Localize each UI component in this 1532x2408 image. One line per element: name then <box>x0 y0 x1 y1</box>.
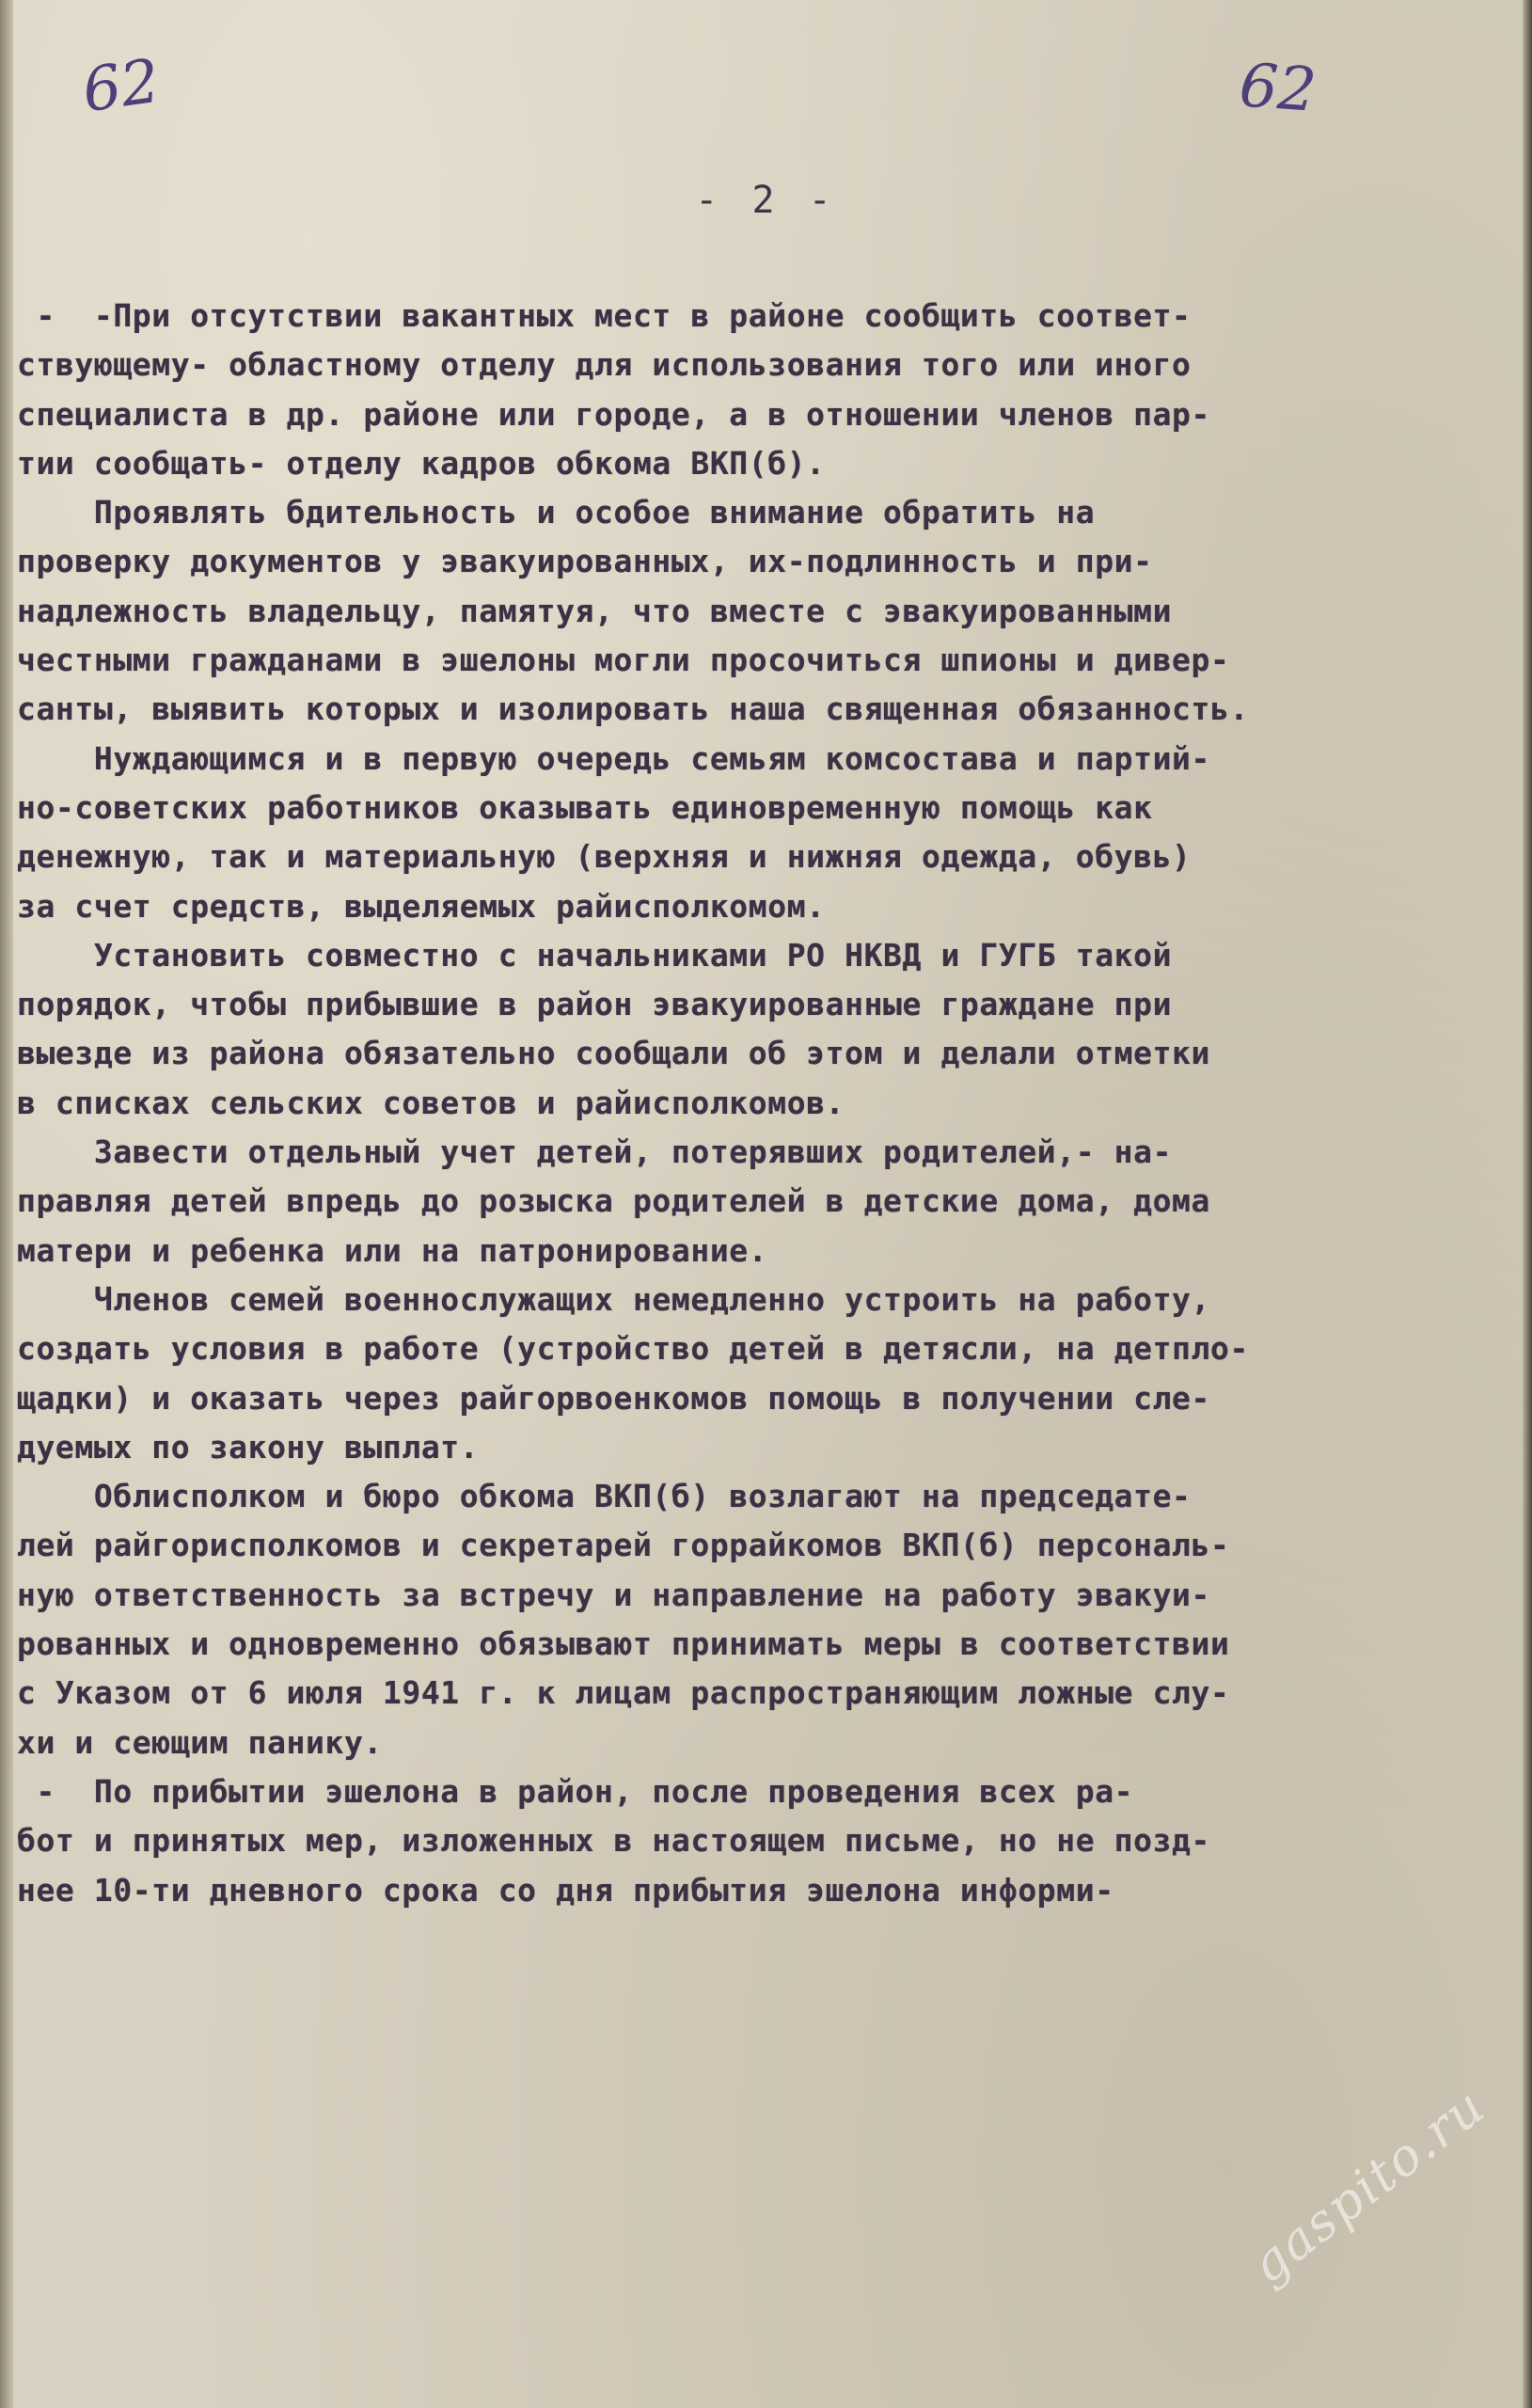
text-line: санты, выявить которых и изолировать наша священная обязанность. <box>17 690 1249 728</box>
text-line: - -При отсутствии вакантных мест в районе сообщить соответ- <box>17 297 1192 334</box>
text-line: щадки) и оказать через райгорвоенкомов помощь в получении сле- <box>17 1379 1210 1417</box>
page-number: - 2 - <box>695 179 837 222</box>
text-line: Членов семей военнослужащих немедленно устроить на работу, <box>17 1280 1210 1318</box>
text-line: в списках сельских советов и райисполкомов. <box>17 1084 845 1121</box>
text-line: Завести отдельный учет детей, потерявших родителей,- на- <box>17 1133 1173 1171</box>
text-line: Проявлять бдительность и особое внимание обратить на <box>17 494 1096 531</box>
text-line: бот и принятых мер, изложенных в настоящем письме, но не позд- <box>17 1822 1210 1860</box>
text-line: создать условия в работе (устройство детей в детясли, на детпло- <box>17 1330 1249 1368</box>
text-line: ную ответственность за встречу и направление на работу эвакуи- <box>17 1576 1210 1613</box>
text-line: но-советских работников оказывать единовременную помощь как <box>17 788 1153 826</box>
archive-folio-right: 62 <box>1237 51 1319 126</box>
text-line: Облисполком и бюро обкома ВКП(б) возлагают на председате- <box>17 1478 1192 1515</box>
text-line: матери и ребенка или на патронирование. <box>17 1231 768 1269</box>
text-line: с Указом от 6 июля 1941 г. к лицам распространяющим ложные слу- <box>17 1674 1230 1712</box>
text-line: проверку документов у эвакуированных, их-подлинность и при- <box>17 543 1153 580</box>
text-line: Нуждающимся и в первую очередь семьям комсостава и партий- <box>17 739 1210 777</box>
archive-folio-left: 62 <box>78 46 165 127</box>
text-line: надлежность владельцу, памятуя, что вместе с эвакуированными <box>17 592 1173 629</box>
text-line: рованных и одновременно обязывают принимать меры в соответствии <box>17 1625 1230 1663</box>
text-line: правляя детей впредь до розыска родителей в детские дома, дома <box>17 1182 1210 1220</box>
site-watermark: gaspito.ru <box>1240 2075 1497 2295</box>
text-line: дуемых по закону выплат. <box>17 1428 480 1465</box>
text-line: хи и сеющим панику. <box>17 1723 383 1761</box>
text-line: за счет средств, выделяемых райисполкомом. <box>17 887 826 925</box>
text-line: тии сообщать- отделу кадров обкома ВКП(б). <box>17 444 826 482</box>
text-line: - По прибытии эшелона в район, после проведения всех ра- <box>17 1772 1134 1810</box>
document-body <box>17 292 1446 1915</box>
text-line: Установить совместно с начальниками РО НКВД и ГУГБ такой <box>17 936 1173 974</box>
text-line: нее 10-ти дневного срока со дня прибытия эшелона информи- <box>17 1871 1114 1909</box>
page-right-edge <box>1523 0 1532 2408</box>
text-line: честными гражданами в эшелоны могли просочиться шпионы и дивер- <box>17 642 1230 679</box>
text-line: ствующему- областному отделу для использования того или иного <box>17 346 1192 384</box>
text-line: порядок, чтобы прибывшие в район эвакуированные граждане при <box>17 986 1173 1023</box>
text-line: специалиста в др. районе или городе, а в отношении членов пар- <box>17 395 1210 433</box>
page-left-edge <box>0 0 13 2408</box>
text-line: лей райгорисполкомов и секретарей горрайкомов ВКП(б) персональ- <box>17 1527 1230 1564</box>
text-line: выезде из района обязательно сообщали об этом и делали отметки <box>17 1035 1210 1072</box>
text-line: денежную, так и материальную (верхняя и нижняя одежда, обувь) <box>17 838 1192 876</box>
